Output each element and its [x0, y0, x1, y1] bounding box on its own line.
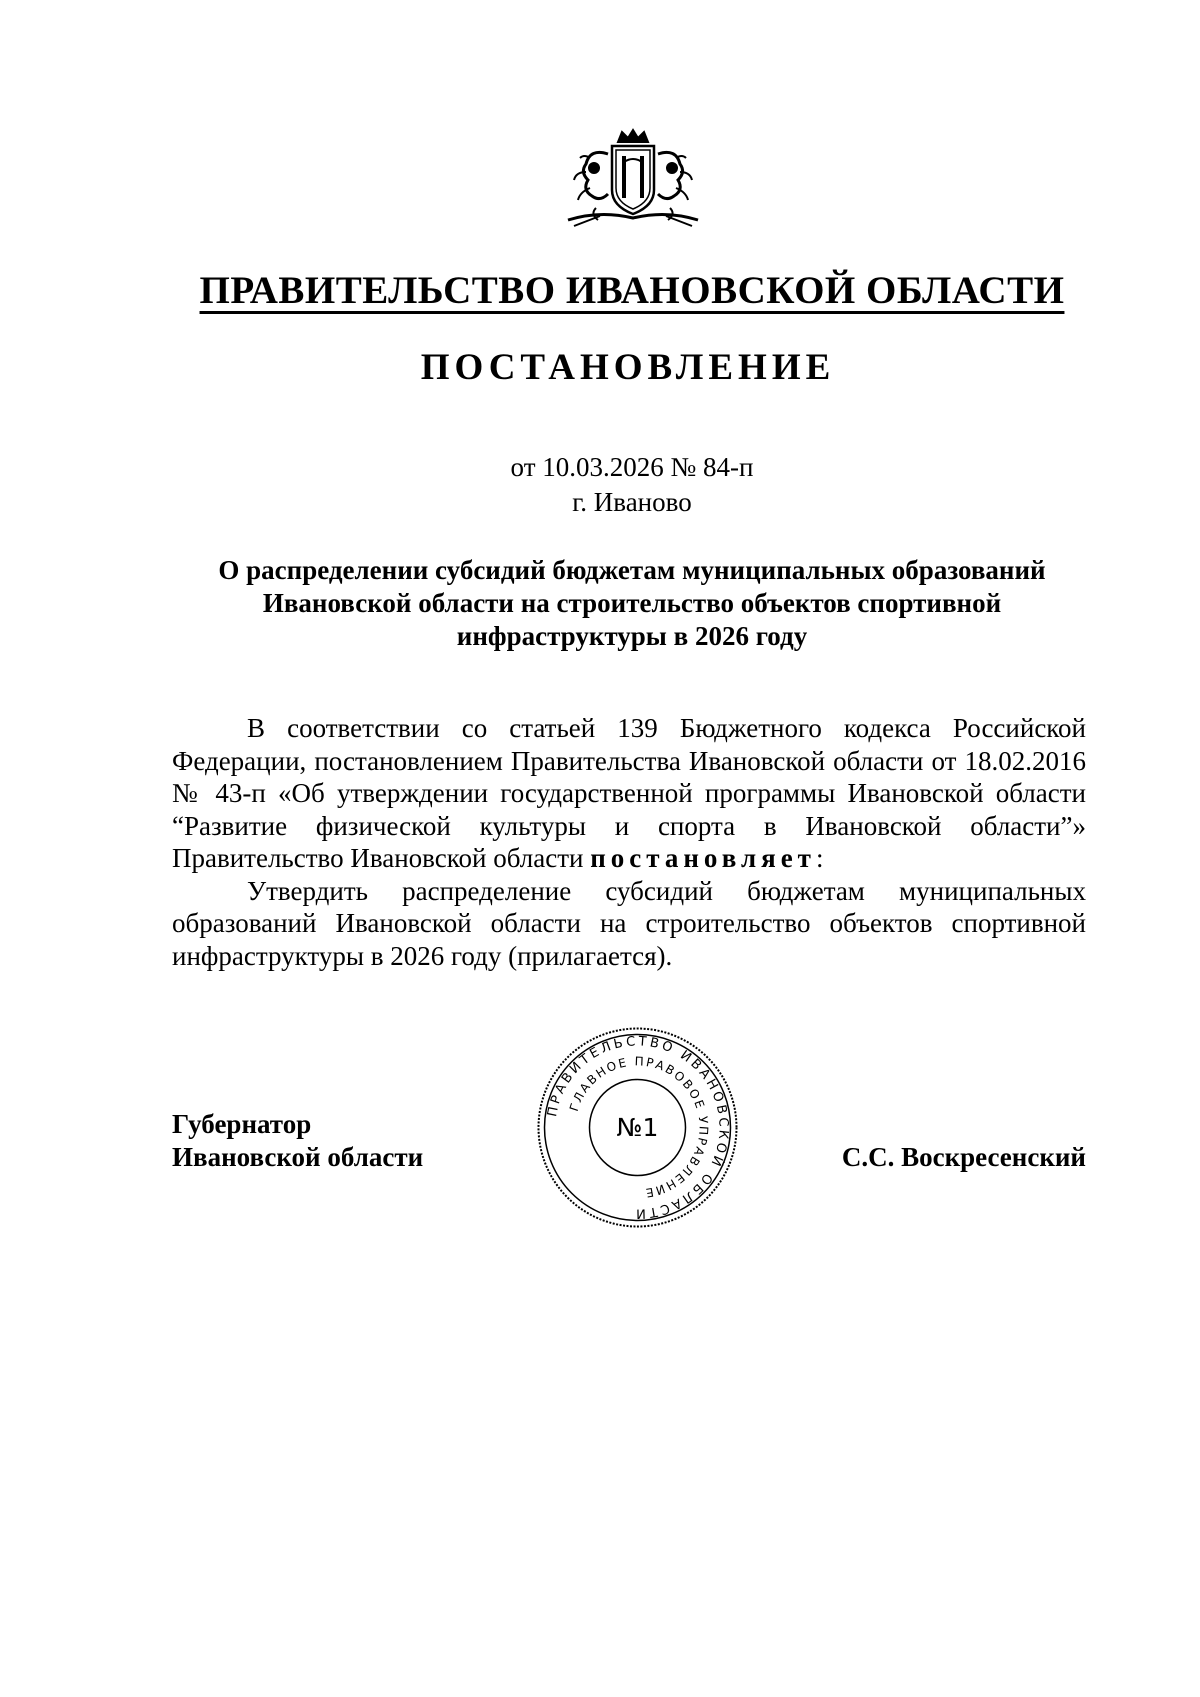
- document-date-number: от 10.03.2026 № 84-п: [510, 452, 754, 482]
- seal-number: №1: [616, 1113, 659, 1142]
- resolves-word: постановляет: [590, 843, 816, 873]
- preamble-text: В соответствии со статьей 139 Бюджетного кодекса Российской Федерации, постановлением Правительства Ивановской области от 18.02.2016 № 43-п «Об утверждении государственной программы Ивановской области “Развитие физической культуры и спорта в Ивановской области”» Правительство Ивановской области: [172, 713, 1086, 873]
- body-paragraph-preamble: [172, 712, 1086, 875]
- signatory-title: [172, 1108, 423, 1174]
- body-paragraph-resolution: Утвердить распределение субсидий бюджетам муниципальных образований Ивановской области на строительство объектов спортивной инфраструктуры в 2026 году (прилагается).: [172, 875, 1086, 971]
- document-subject: [170, 554, 1094, 653]
- org-title: [0, 268, 1200, 313]
- document-body: [172, 712, 1086, 972]
- org-title-text: ПРАВИТЕЛЬСТВО ИВАНОВСКОЙ ОБЛАСТИ: [199, 269, 1065, 312]
- subject-line: инфраструктуры в 2026 году: [456, 621, 808, 651]
- coat-of-arms-icon: [560, 128, 706, 230]
- preamble-colon: :: [815, 843, 824, 873]
- document-city: г. Иваново: [572, 487, 692, 517]
- official-seal-icon: [535, 1025, 740, 1230]
- signatory-title-line: Ивановской области: [172, 1142, 424, 1172]
- signatory-title-line: Губернатор: [172, 1109, 312, 1139]
- signatory-name: С.С. Воскресенский: [841, 1142, 1086, 1172]
- seal-inner-text: ГЛАВНОЕ ПРАВОВОЕ УПРАВЛЕНИЕ: [566, 1054, 711, 1201]
- subject-line: О распределении субсидий бюджетам муниципальных образований: [218, 555, 1046, 585]
- subject-line: Ивановской области на строительство объектов спортивной: [262, 588, 1002, 618]
- document-type: ПОСТАНОВЛЕНИЕ: [420, 347, 836, 388]
- seal-outer-text: ПРАВИТЕЛЬСТВО ИВАНОВСКОЙ ОБЛАСТИ: [545, 1034, 731, 1221]
